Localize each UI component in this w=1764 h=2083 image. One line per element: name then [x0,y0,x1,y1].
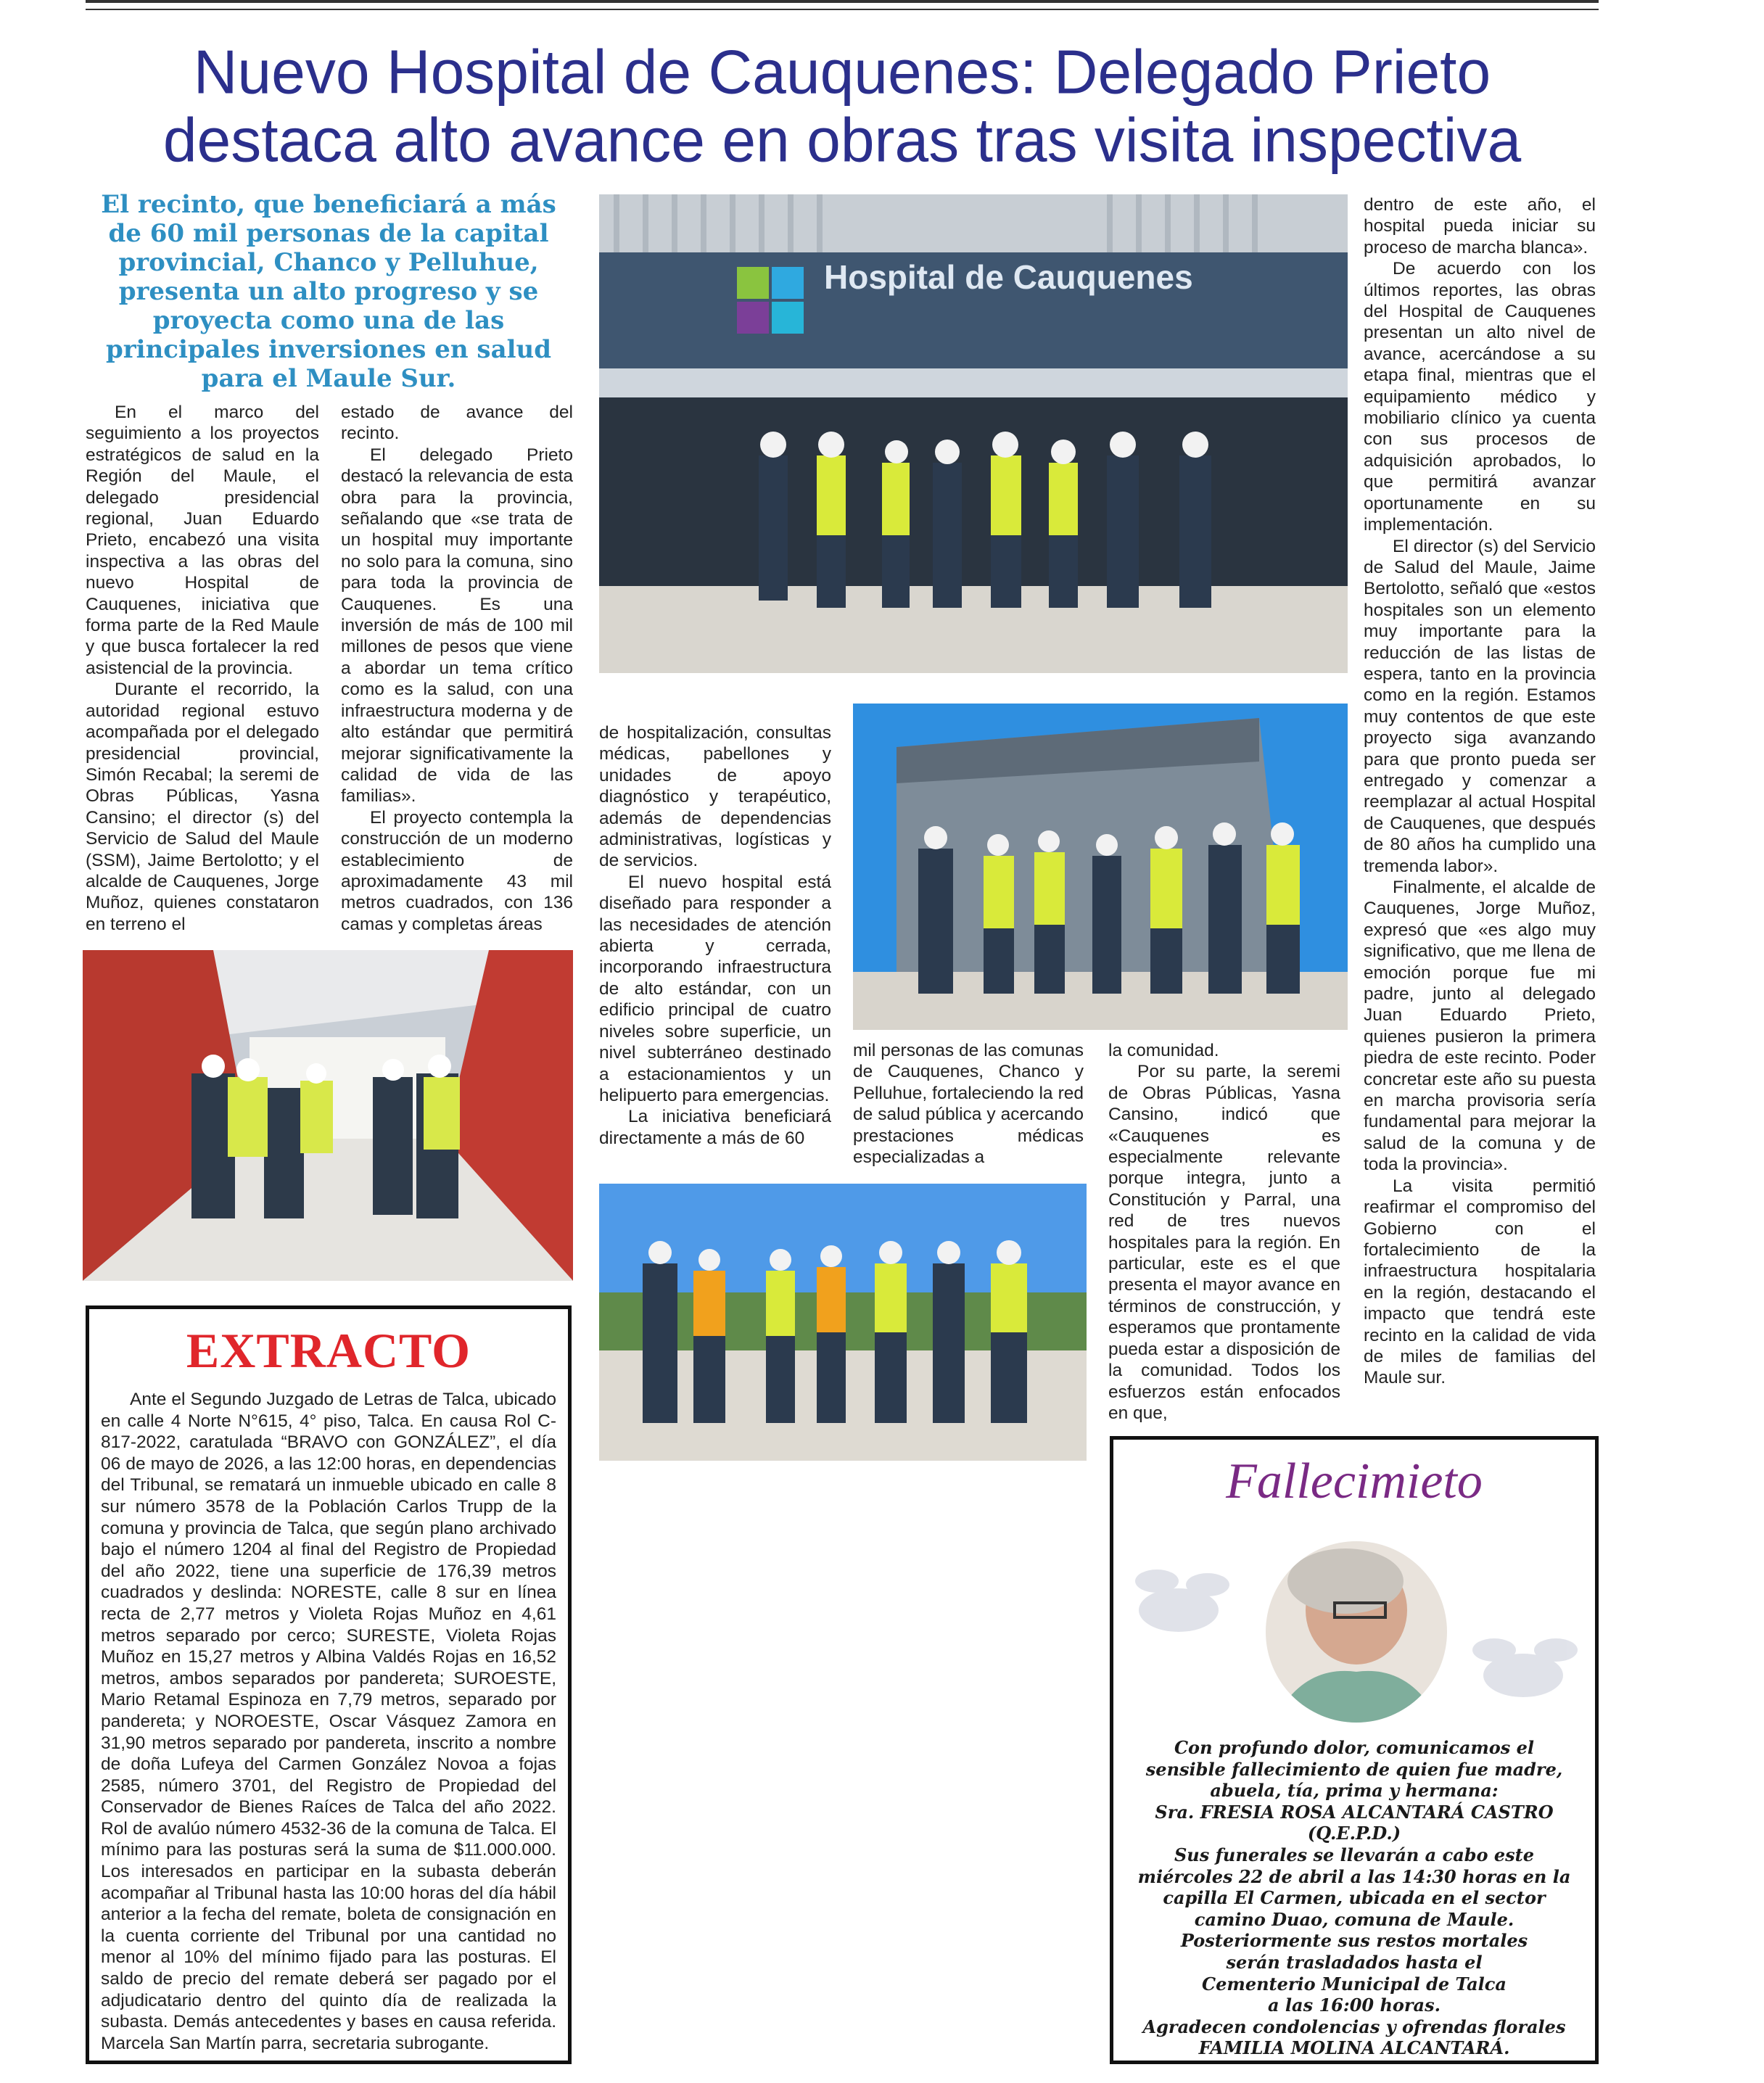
extracto-notice [86,1306,572,2064]
obituary-line: capilla El Carmen, ubicada en el sector [1163,1887,1546,1909]
paragraph: El delegado Prieto destacó la relevancia de esta obra para la provincia, señalando que «se trata de un hospital muy importante no solo para la comuna, sino para toda la provincia de Cauquenes. Es una inversión de más de 100 mil millones de pesos que viene a abordar un tema crítico como es la salud, con una infraestructura moderna y de alto estándar que permitirá mejorar significativamente la calidad de vida de las familias». [341,445,573,807]
obituary-line: Posteriormente sus restos mortales [1180,1930,1528,1952]
headline-line-1: Nuevo Hospital de Cauquenes: Delegado Prieto [193,37,1491,107]
article-column-6 [1364,194,1596,1389]
obituary-line: abuela, tía, prima y hermana: [1210,1780,1499,1802]
paragraph: El director (s) del Servicio de Salud del Maule, Jaime Bertolotto, señaló que «estos hospitales son un elemento muy importante para la reducción de las listas de espera, tanto en la provincia como en la región. Estamos muy contentos de que este proyecto siga avanzando para que pronto pueda ser entregado y comenzar a reemplazar al actual Hospital de Cauquenes, que después de 80 años ha cumplido una tremenda labor». [1364,536,1596,876]
corridor-photo [83,950,573,1281]
paragraph: El proyecto contempla la construcción de un moderno establecimiento de aproximadamente 43 mil metros cuadrados, con 136 camas y completas áreas [341,807,573,934]
paragraph: Finalmente, el alcalde de Cauquenes, Jorge Muñoz, expresó que «es algo muy significativo, que me llena de emoción porque fue mi padre, junto al delegado Juan Eduardo Prieto, quienes pusieron la primera piedra de este recinto. Poder concretar este año su puesta en marcha provisoria sería fundamental para mejorar la salud de la comuna y de toda la provincia». [1364,878,1596,1175]
extracto-title: EXTRACTO [186,1323,471,1378]
paragraph: dentro de este año, el hospital pueda iniciar su proceso de marcha blanca». [1364,195,1596,257]
rooftop-photo [599,1184,1087,1461]
paragraph: Durante el recorrido, la autoridad regional estuvo acompañada por el delegado presidencial provincial, Simón Recabal; la seremi de Obras Públicas, Yasna Cansino; el director (s) del Servicio de Salud del Maule (SSM), Jaime Bertolotto; y el alcalde de Cauquenes, Jorge Muñoz, quienes constataron en terreno el [86,680,319,934]
obituary-line: Con profundo dolor, comunicamos el [1174,1737,1535,1758]
obituary-portrait [1128,1541,1578,1730]
paragraph: La iniciativa beneficiará directamente a más de 60 [599,1107,831,1148]
paragraph: De acuerdo con los últimos reportes, las obras del Hospital de Cauquenes presentan un alto nivel de avance, acercándose a su etapa final, mientras que el equipamiento médico y mobiliario clínico ya cuenta con sus procesos de adquisición aprobados, lo que permitirá avanzar oportunamente en su implementación. [1364,259,1596,535]
paragraph: En el marco del seguimiento a los proyectos estratégicos de salud en la Región del Maule, el delegado presidencial regional, Juan Eduardo Prieto, encabezó una visita inspectiva a las obras del nuevo Hospital de Cauquenes, iniciativa que forma parte de la Red Maule y que busca fortalecer la red asistencial de la provincia. [86,403,319,678]
obituary-line: sensible fallecimiento de quien fue madre, [1145,1758,1563,1780]
headline [86,38,1599,174]
lead-paragraph: El recinto, que beneficiará a más de 60 mil personas de la capital provincial, Chanco y Pelluhue, presenta un alto progreso y se proyecta como una de las principales inversiones en salud para el Maule Sur. [101,190,556,393]
paragraph: El nuevo hospital está diseñado para responder a las necesidades de atención abierta y cerrada, incorporando infraestructura de alto estándar, con un edificio principal de cuatro niveles sobre superficie, un nivel subterráneo destinado a estacionamientos y un helipuerto para emergencias. [599,872,831,1105]
obituary-title: Fallecimieto [1226,1453,1483,1509]
extracto-body: Ante el Segundo Juzgado de Letras de Talca, ubicado en calle 4 Norte N°615, 4° piso, Talca. En causa Rol C-817-2022, caratulada “BRAVO con GONZÁLEZ”, el día 06 de mayo de 2026, a las 12:00 horas, en dependencias del Tribunal, se rematará un inmueble ubicado en calle 8 sur número 3578 de la Población Carlos Trupp de la comuna y provincia de Talca, que según plano archivado bajo el número 1204 al final del Registro de Propiedad del año 2022, tiene una superficie de 176,39 metros cuadrados y deslinda: NORESTE, calle 8 sur en línea recta de 2,77 metros y Violeta Rojas Muñoz en 4,61 metros separado por cerco; SURESTE, Violeta Rojas Muñoz en 15,27 metros y Albina Valdés Rojas en 16,52 metros, ambos separados por pandereta; SUROESTE, Mario Retamal Espinoza en 7,79 metros, separado por pandereta; y NOROESTE, Oscar Vásquez Zamora en 31,90 metros separado por pandereta, inscrito a nombre de doña Lufeya del Carmen González Novoa a fojas 2585, número 3701, del Registro de Propiedad del Conservador de Bienes Raíces de Talca del año 2022. Rol de avalúo número 4532-36 de la comuna de Talca. El mínimo para las posturas será la suma de $11.000.000. Los interesados en participar en la subasta deberán acompañar al Tribunal hasta las 10:00 horas del día hábil anterior a la fecha del remate, boleta de consignación en la cuenta corriente del Tribunal por una cantidad no menor al 10% del mínimo fijado para las posturas. El saldo de precio del remate deberá ser pagado por el adjudicatario dentro del quinto día de realizada la subasta. Demás antecedentes y bases en causa referida. Marcela San Martín parra, secretaria subrogante. [101,1390,556,2053]
obituary-text [1121,1737,1588,2059]
obituary-line: miércoles 22 de abril a las 14:30 horas en la [1137,1865,1571,1887]
paragraph: estado de avance del recinto. [341,403,573,444]
obituary-line: a las 16:00 horas. [1268,1995,1441,2016]
hospital-side-photo [853,704,1348,1030]
article-column-4 [853,1040,1084,1168]
paragraph: mil personas de las comunas de Cauquenes, Chanco y Pelluhue, fortaleciendo la red de salud pública y acercando prestaciones médicas especializadas a [853,1041,1084,1168]
obituary-line: Sus funerales se llevarán a cabo este [1174,1844,1535,1865]
obituary-line: Agradecen condolencias y ofrendas florales [1142,2016,1566,2037]
obituary-notice [1110,1436,1599,2064]
obituary-line: FAMILIA MOLINA ALCANTARÁ. [1198,2037,1510,2059]
article-column-5 [1108,1040,1340,1424]
paragraph: Por su parte, la seremi de Obras Públicas, Yasna Cansino, indicó que «Cauquenes es especialmente relevante porque integra, junto a Constitución y Parral, una red de tres nuevos hospitales para la región. En particular, este es el que presenta el mayor avance en términos de construcción, y esperamos que prontamente pueda estar a disposición de la comunidad. Todos los esfuerzos están enfocados en que, [1108,1062,1340,1423]
building-sign: Hospital de Cauquenes [824,258,1193,296]
article-column-2 [341,402,573,935]
obituary-line: camino Duao, comuna de Maule. [1194,1908,1514,1930]
hospital-front-photo [599,194,1348,673]
obituary-line: Cementerio Municipal de Talca [1202,1973,1507,1995]
obituary-line: serán trasladados hasta el [1226,1951,1483,1973]
article-column-3 [599,722,831,1149]
top-rule [86,0,1599,10]
dove-icon [1472,1638,1578,1697]
article-column-1 [86,402,319,935]
dove-icon [1135,1570,1229,1632]
headline-line-2: destaca alto avance en obras tras visita inspectiva [162,104,1522,175]
paragraph: La visita permitió reafirmar el compromiso del Gobierno con el fortalecimiento de la infraestructura hospitalaria en la región, destacando el impacto que tendrá este recinto en la calidad de vida de miles de familias del Maule sur. [1364,1176,1596,1388]
paragraph: de hospitalización, consultas médicas, pabellones y unidades de apoyo diagnóstico y terapéutico, además de dependencias administrativas, logísticas y de servicios. [599,723,831,871]
obituary-line: (Q.E.P.D.) [1307,1823,1401,1844]
paragraph: la comunidad. [1108,1041,1219,1060]
obituary-line: Sra. FRESIA ROSA ALCANTARÁ CASTRO [1155,1801,1554,1823]
